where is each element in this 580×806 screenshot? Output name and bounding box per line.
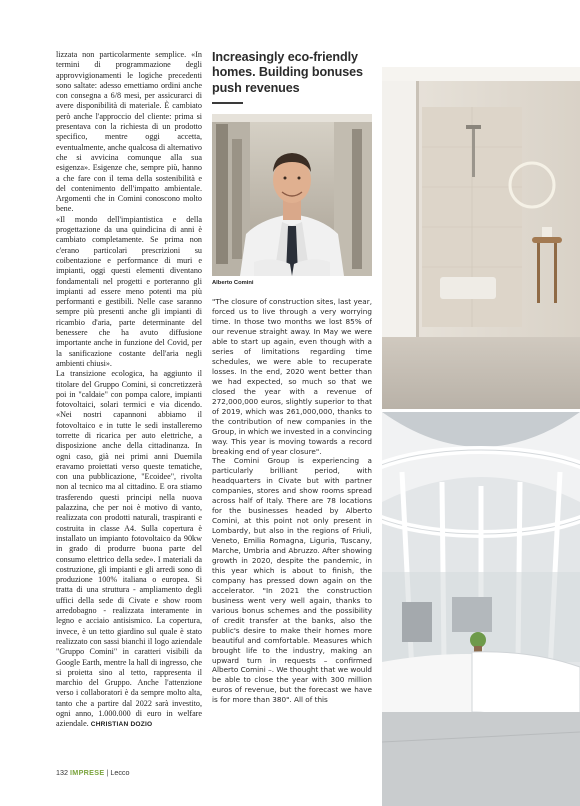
bathroom-showroom-photo — [382, 67, 580, 409]
photo-caption: Alberto Comini — [212, 280, 254, 287]
left-paragraph-1: lizzata non particolarmente semplice. «In termini di programmazione degli approvvigionamenti le logiche precedenti sono saltate: adesso emettiamo ordini anche con consegna a 6/8 mesi, per assicurarci di avere disponibilità di materiale. È cambiato però anche l'approccio del cliente: prima si presentava con la richiesta di un prodotto specifico, mentre oggi accetta, eventualmente, anche qualcosa di alternativo che si avvicina comunque alla sua esigenza». Esigenze che, sempre più, hanno a che fare con il tema della sostenibilità e del contenimento dell'impatto ambientale. Argomenti che in Comini conoscono molto bene. — [56, 50, 202, 214]
left-column — [56, 50, 202, 756]
showroom-atrium-photo — [382, 412, 580, 806]
page-number: 132 — [56, 768, 68, 777]
footer-section: Lecco — [110, 768, 130, 777]
portrait-photo — [212, 114, 372, 276]
author-byline: CHRISTIAN DOZIO — [90, 721, 153, 729]
article-paragraph-2: The Comini Group is experiencing a particularly brilliant period, with headquarters in Civate but with partner companies, stores and show rooms spread across half of Italy. There are 78 locations for the businesses headed by Alberto Comini, at this point not only present in Lombardy, but also in the regions of Friuli, Veneto, Emilia Romagna, Liguria, Tuscany, Marche, Umbria and Abruzzo. After showing growth in 2020, despite the pandemic, in this year which is about to finish, the company has pressed down again on the accelerator. "In 2021 the construction business went very well again, thanks to various bonus schemes and the possibility of credit transfer at the banks, also the public's desire to make their homes more beautiful and comfortable. Measures which brought life to the industry, making an upward turn in requests – confirmed Alberto Comini –. We thought that we would be able to close the year with 300 million euros of revenue, but the forecast we have is for more than 380". All of this — [212, 456, 372, 705]
left-paragraph-3 — [56, 369, 202, 730]
left-paragraph-3-text: La transizione ecologica, ha aggiunto il titolare del Gruppo Comini, si concretizzerà poi in "caldaie" con pompa calore, impianti fotovoltaici, solari termici e via dicendo. «Nei nostri capannoni abbiamo il fotovoltaico e in tutte le sedi installeremo torrette di ricarica per auto elettriche, a disposizione anche della cittadinanza. In ogni caso, già nei primi anni Duemila eravamo proiettati verso queste tematiche, con una pubblicazione, "Ecoidee", rivolta non al tecnico ma al cittadino. E ora stiamo trasferendo questi principi nella nuova palazzina, che per noi è motivo di vanto, realizzata con prodotti naturali, traspiranti e costruita in classe A4. Sulla copertura è installato un impianto fotovoltaico da 90kw in grado di produrre buona parte del consumo elettrico della sede». I materiali da costruzione, gli impianti e gli arredi sono di produzione 100% italiana o europea. Si tratta di una struttura - ampliamento degli uffici della sede di Civate e show room arredobagno - realizzata interamente in legno e acciaio antisismico. La copertura, invece, è un tetto giardino sul quale è stato realizzato con sassi bianchi il logo aziendale "Gruppo Comini" in caratteri visibili da Google Earth, mentre la hall di ingresso, che si proietta sino al tetto, rappresenta il marchio del Gruppo. Anche l'attenzione verso i collaboratori è da sempre molto alta, tanto che a partire dal 2022 sarà investito, ogni anno, 1.000.000 di euro in welfare aziendale. — [56, 369, 202, 729]
left-paragraph-2: «Il mondo dell'impiantistica e della progettazione da una quindicina di anni è cambiato completamente. Se prima non c'erano particolari prescrizioni su coibentazione e performance di muri e impianti, oggi questi elementi diventano fondamentali nel progetti e porteranno gli impianti ad essere meno potenti ma più performanti e gestibili. Nelle case saranno sempre più presenti anche gli impianti di ricambio d'aria, parte determinante del benessere che ha avuto diffusione importante anche in funzione del Covid, per la sanificazione costante dell'aria negli ambienti chiusi». — [56, 214, 202, 368]
page-footer — [56, 768, 130, 777]
headline-rule — [212, 102, 243, 104]
article-column — [212, 50, 372, 756]
article-headline: Increasingly eco-friendly homes. Building bonuses push revenues — [212, 50, 363, 95]
magazine-brand: IMPRESE — [70, 768, 105, 777]
footer-separator: | — [106, 768, 109, 777]
article-paragraph-1: "The closure of construction sites, last year, forced us to live through a very worrying time. In those two months we lost 85% of our revenue straight away. In May we were able to start up again, even though with a series of limitations regarding time schedules, we were able to recuperate losses. In the end, 2020 went better than we had expected, so much so that we closed the year with a revenue of 272,000,000 euros, slightly superior to that of 2019, which was 261,000,000, thanks to the contribution of new companies in the Group, in which we invested in a convincing way. This year is moving towards a record breaking end of year closure". — [212, 297, 372, 456]
article-body — [212, 297, 372, 705]
